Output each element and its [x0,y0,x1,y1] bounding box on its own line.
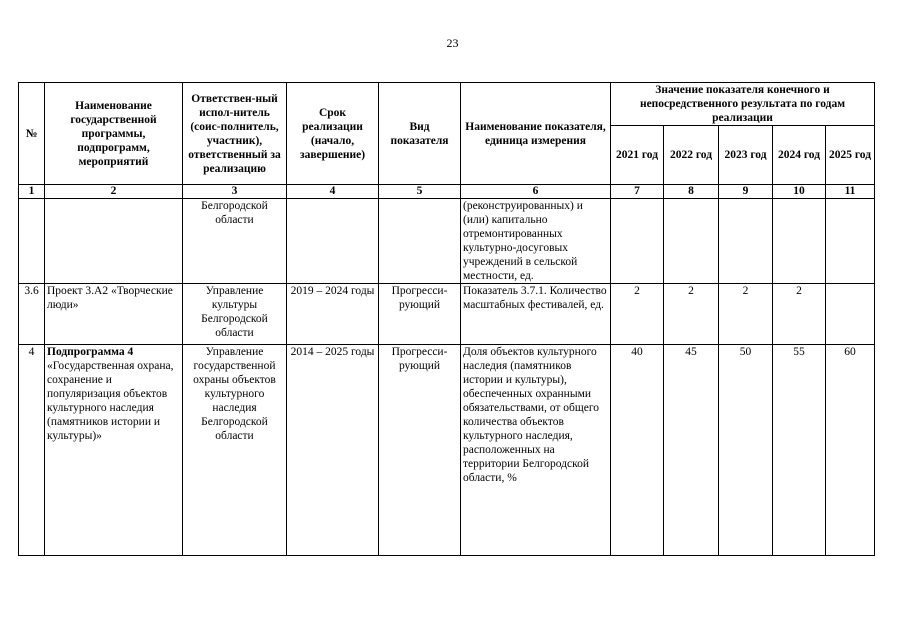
row-value: 2 [719,284,773,345]
row-value [611,199,664,284]
row-value [826,199,875,284]
row-value: 2 [664,284,719,345]
header-indicator: Наименование показателя, единица измерения [461,83,611,185]
row-value [773,199,826,284]
column-number: 1 [19,185,45,199]
column-number: 11 [826,185,875,199]
column-number: 10 [773,185,826,199]
table-row [19,284,875,345]
table-row [19,345,875,556]
row-type: Прогресси-рующий [379,345,461,556]
row-value: 2 [773,284,826,345]
row-responsible: Управление государственной охраны объектов культурного наследия Белгородской области [183,345,287,556]
row-term: 2019 – 2024 годы [287,284,379,345]
header-values-group: Значение показателя конечного и непосредственного результата по годам реализации [611,83,875,126]
column-number: 2 [45,185,183,199]
row-term [287,199,379,284]
column-number: 9 [719,185,773,199]
header-year: 2023 год [719,126,773,185]
table-row [19,199,875,284]
row-program-text: «Государственная охрана, сохранение и популяризация объектов культурного наследия (памятников истории и культуры)» [47,360,174,442]
row-value [719,199,773,284]
column-number: 6 [461,185,611,199]
row-no [19,199,45,284]
row-responsible: Белгородской области [183,199,287,284]
header-program: Наименование государственной программы, подпрограмм, мероприятий [45,83,183,185]
header-responsible: Ответствен-ный испол-нитель (соис-полнитель, участник), ответственный за реализацию [183,83,287,185]
column-number: 5 [379,185,461,199]
column-number: 4 [287,185,379,199]
column-number: 7 [611,185,664,199]
row-program-title: Подпрограмма 4 [47,346,134,358]
column-numbers-row [19,185,875,199]
row-responsible: Управление культуры Белгородской области [183,284,287,345]
row-program [45,199,183,284]
indicators-table [18,82,875,556]
row-value: 40 [611,345,664,556]
row-value [826,284,875,345]
row-indicator: Доля объектов культурного наследия (памятников истории и культуры), обеспеченных охранными обязательствами, от общего количества объектов культурного наследия, расположенных на территории Белгородской области, % [461,345,611,556]
row-term: 2014 – 2025 годы [287,345,379,556]
header-year: 2025 год [826,126,875,185]
column-number: 8 [664,185,719,199]
header-row-1 [19,83,875,126]
page-number: 23 [446,36,459,50]
row-value [664,199,719,284]
row-no: 3.6 [19,284,45,345]
row-no: 4 [19,345,45,556]
row-value: 55 [773,345,826,556]
row-indicator: Показатель 3.7.1. Количество масштабных фестивалей, ед. [461,284,611,345]
row-indicator: (реконструированных) и (или) капитально отремонтированных культурно-досуговых учреждений в сельской местности, ед. [461,199,611,284]
header-type: Вид показателя [379,83,461,185]
header-no: № [19,83,45,185]
row-program: Проект 3.А2 «Творческие люди» [45,284,183,345]
header-year: 2021 год [611,126,664,185]
row-program [45,345,183,556]
row-value: 60 [826,345,875,556]
row-type: Прогресси-рующий [379,284,461,345]
row-type [379,199,461,284]
row-value: 45 [664,345,719,556]
column-number: 3 [183,185,287,199]
row-value: 50 [719,345,773,556]
header-year: 2024 год [773,126,826,185]
header-term: Срок реализации (начало, завершение) [287,83,379,185]
header-year: 2022 год [664,126,719,185]
row-value: 2 [611,284,664,345]
